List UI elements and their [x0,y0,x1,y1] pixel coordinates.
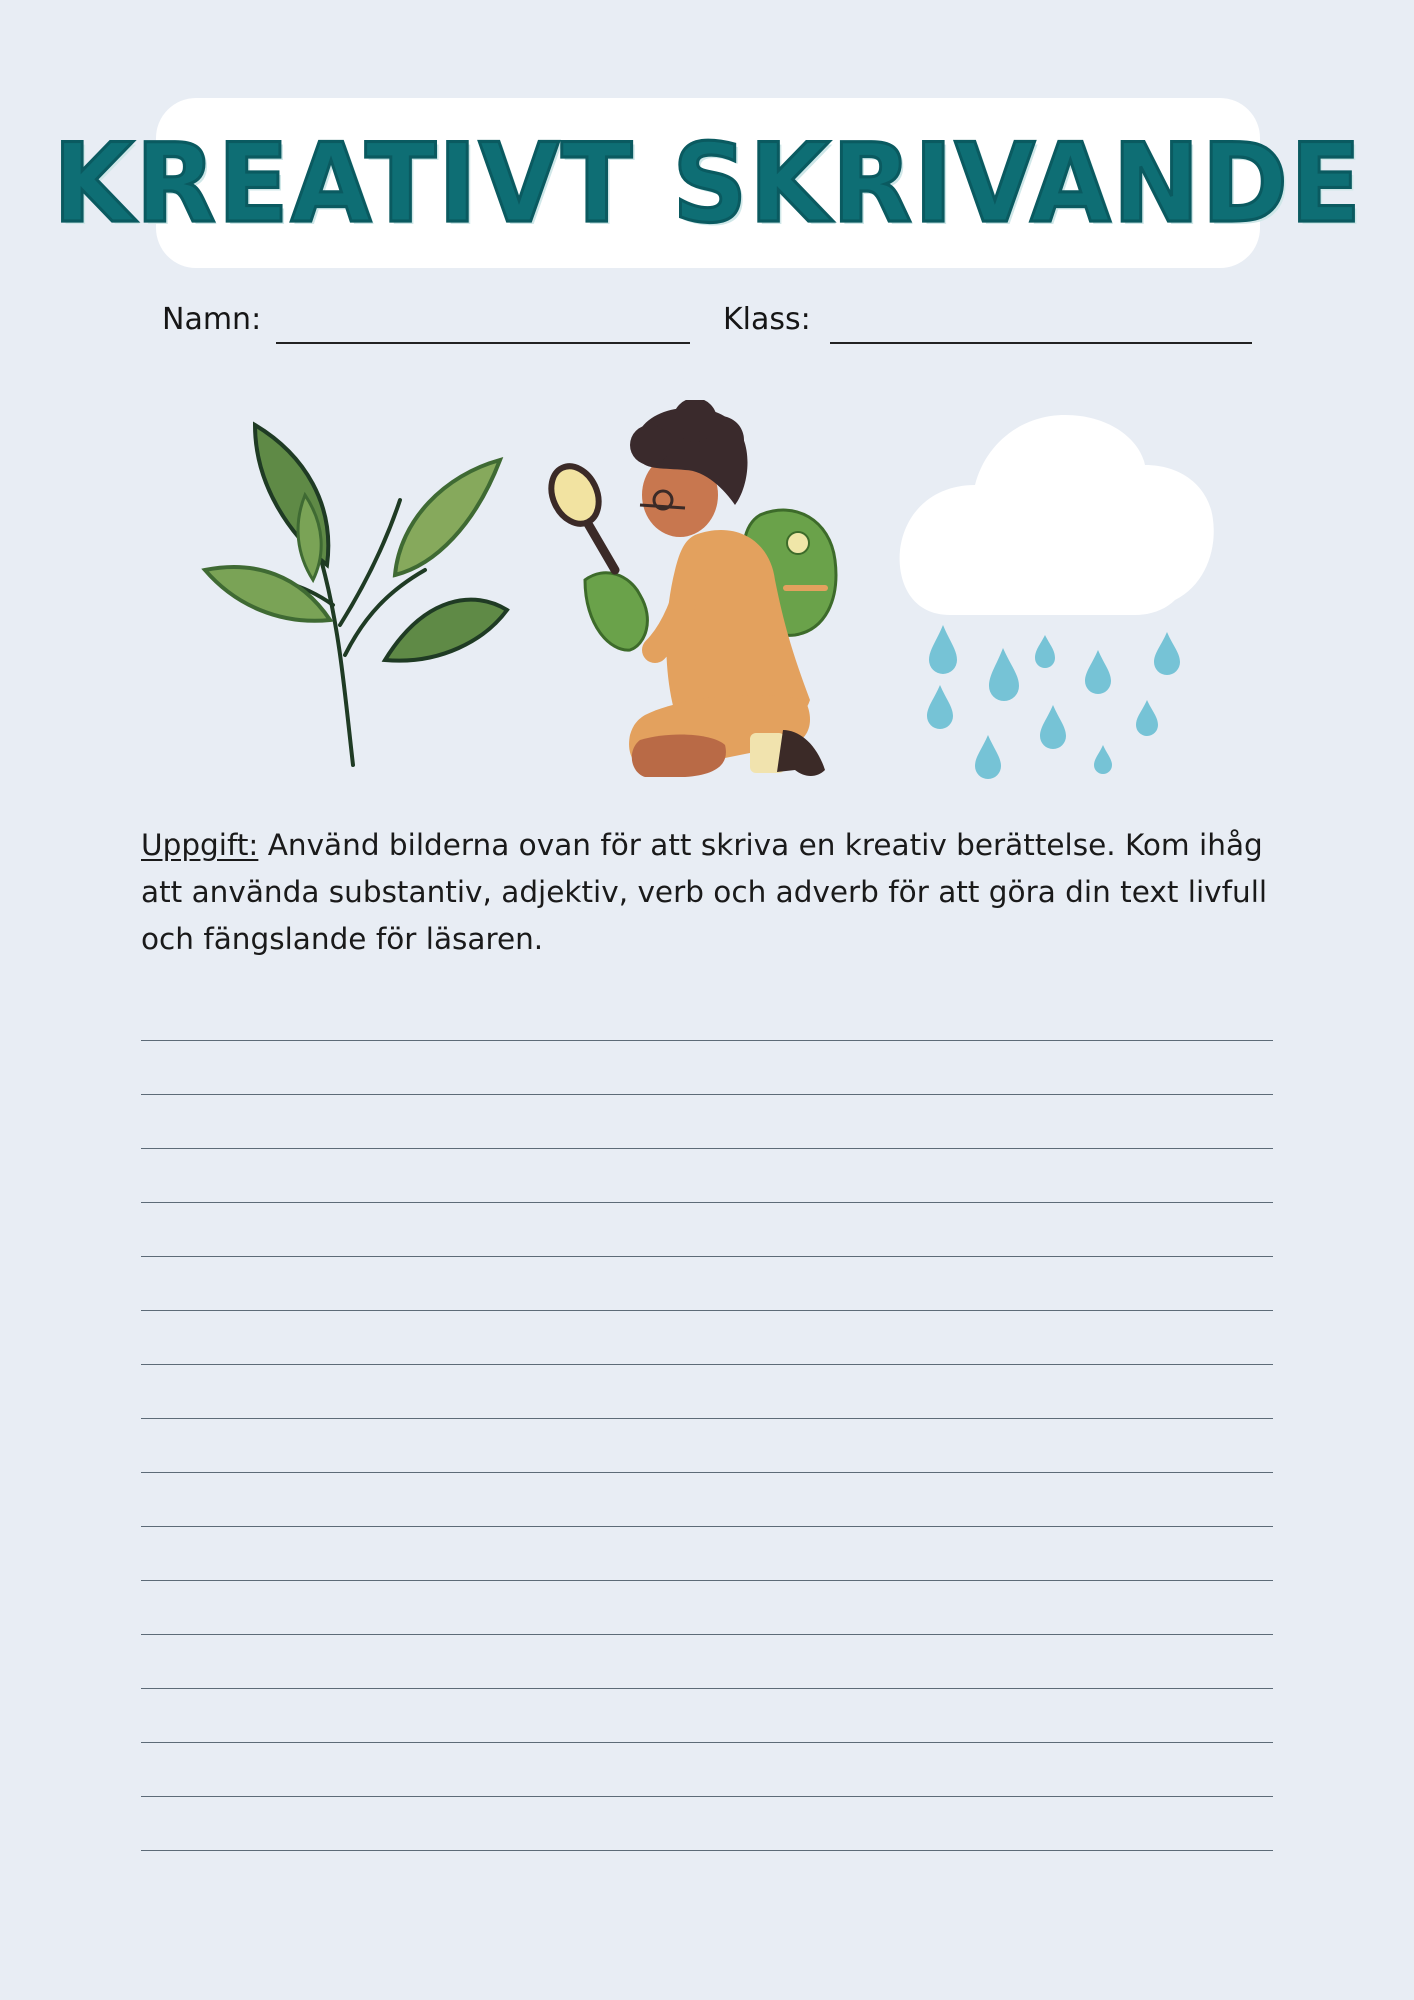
plant-illustration [195,415,515,770]
writing-line[interactable] [141,1526,1273,1580]
writing-line[interactable] [141,1364,1273,1418]
task-text: Använd bilderna ovan för att skriva en kreativ berättelse. Kom ihåg att använda substantiv, adjektiv, verb och adverb för att göra din text livfull och fängslande för läsaren. [141,828,1268,956]
writing-line[interactable] [141,1256,1273,1310]
writing-line[interactable] [141,1472,1273,1526]
task-instructions [141,822,1281,963]
writing-line[interactable] [141,1688,1273,1742]
class-field[interactable] [830,342,1252,344]
writing-area[interactable] [141,1040,1273,1852]
writing-line[interactable] [141,1580,1273,1634]
writing-line[interactable] [141,1094,1273,1148]
writing-line[interactable] [141,1202,1273,1256]
task-label: Uppgift: [141,828,259,862]
writing-line[interactable] [141,1634,1273,1688]
writing-line[interactable] [141,1310,1273,1364]
writing-line[interactable] [141,1742,1273,1796]
writing-line[interactable] [141,1040,1273,1094]
title-card [53,98,1363,268]
writing-line[interactable] [141,1850,1273,1852]
name-label: Namn: [162,302,262,337]
rain-cloud-illustration [895,410,1225,780]
explorer-with-magnifier-illustration [545,400,865,790]
name-field[interactable] [276,342,690,344]
writing-line[interactable] [141,1148,1273,1202]
writing-line[interactable] [141,1418,1273,1472]
writing-line[interactable] [141,1796,1273,1850]
class-label: Klass: [723,302,811,337]
page-title: KREATIVT SKRIVANDE [53,118,1363,248]
